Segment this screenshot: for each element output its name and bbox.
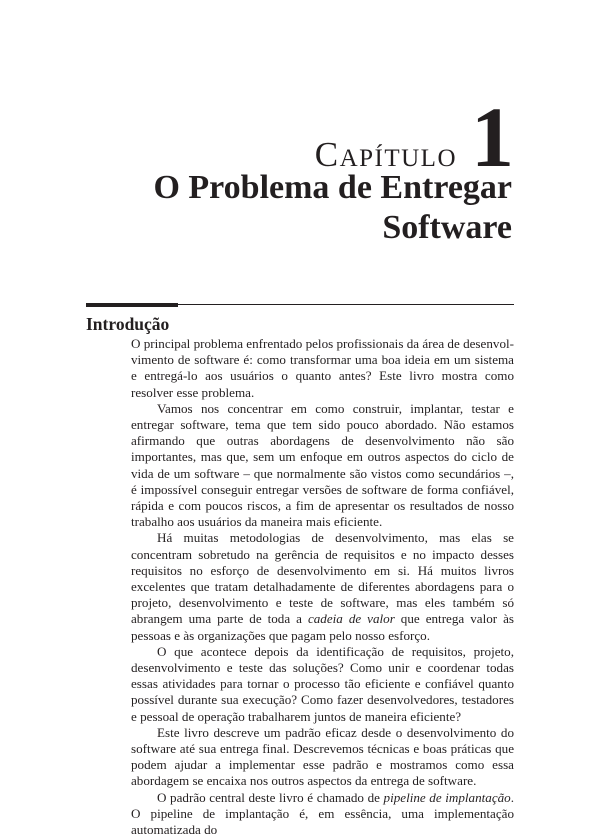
paragraph-3-text-a: Há muitas metodologias de desenvolvimento, mas elas se concentram sobretudo na gerência de requisitos e no impacto desses requisitos no esforço de desenvolvimento em si. Há muitos livros excelentes que tratam detalhadamente de diferentes abordagens para o projeto, desenvolvimento e teste de software, mas eles também só abrangem uma parte de toda a xyxy=(131,530,514,627)
body-text xyxy=(131,336,514,838)
chapter-word: Capítulo xyxy=(314,135,457,174)
chapter-title xyxy=(72,168,512,248)
paragraph-3-emphasis: cadeia de valor xyxy=(307,611,395,627)
chapter-title-line-2: Software xyxy=(382,209,512,246)
paragraph-6 xyxy=(131,790,514,838)
section-heading: Introdução xyxy=(86,314,170,334)
paragraph-2-text: Vamos nos concentrar em como construir, implantar, testar e entregar software, tema que tem sido pouco abordado. Não estamos afirmando que outras abordagens de desenvolvimento não são importantes, mas que, sem um enfoque em outros aspectos do ciclo de vida de um software – que normalmente são vistos como secundários –, é impossível conseguir entregar versões de software de forma confiável, rápida e com poucos riscos, a fim de apresentar os resultados de nosso trabalho aos usuários da maneira mais eficiente. xyxy=(131,400,514,530)
paragraph-5-text: Este livro descreve um padrão eficaz desde o desenvolvimento do software até sua entrega final. Descrevemos técnicas e boas práticas que podem ajudar a implementar esse padrão e mostramos como essa abordagem se encaixa nos outros aspectos da entrega de software. xyxy=(131,724,514,789)
paragraph-6-text-a: O padrão central deste livro é chamado de xyxy=(157,789,384,805)
paragraph-6-emphasis: pipeline de implantação xyxy=(383,789,511,805)
paragraph-5 xyxy=(131,725,514,790)
chapter-number: 1 xyxy=(471,89,512,185)
paragraph-1 xyxy=(131,336,514,401)
paragraph-6-text-b: . O pipeline de implantação é, em essência, uma implementação automatizada do xyxy=(131,789,515,838)
paragraph-3 xyxy=(131,530,514,643)
paragraph-4-text: O que acontece depois da identificação de requisitos, projeto, desenvolvimento e teste das soluções? Como unir e coordenar todas essas atividades para tornar o processo tão eficiente e confiável quanto possível durante sua execução? Como fazer desenvolvedores, testadores e pessoal de operação trabalharem juntos de maneira eficiente? xyxy=(131,643,514,724)
paragraph-1-text: O principal problema enfrentado pelos profissionais da área de desenvolvimento de software é: como transformar uma boa ideia em um sistema e entregá-lo aos usuários o quanto antes? Este livro mostra como resolver esse problema. xyxy=(131,336,514,400)
chapter-title-line-1: O Problema de Entregar xyxy=(153,169,512,206)
paragraph-3-text-b: que entrega valor às pessoas e às organizações que pagam pelo nosso esforço. xyxy=(131,611,515,643)
section-rule-accent xyxy=(86,303,178,307)
paragraph-2 xyxy=(131,401,514,531)
paragraph-4 xyxy=(131,644,514,725)
